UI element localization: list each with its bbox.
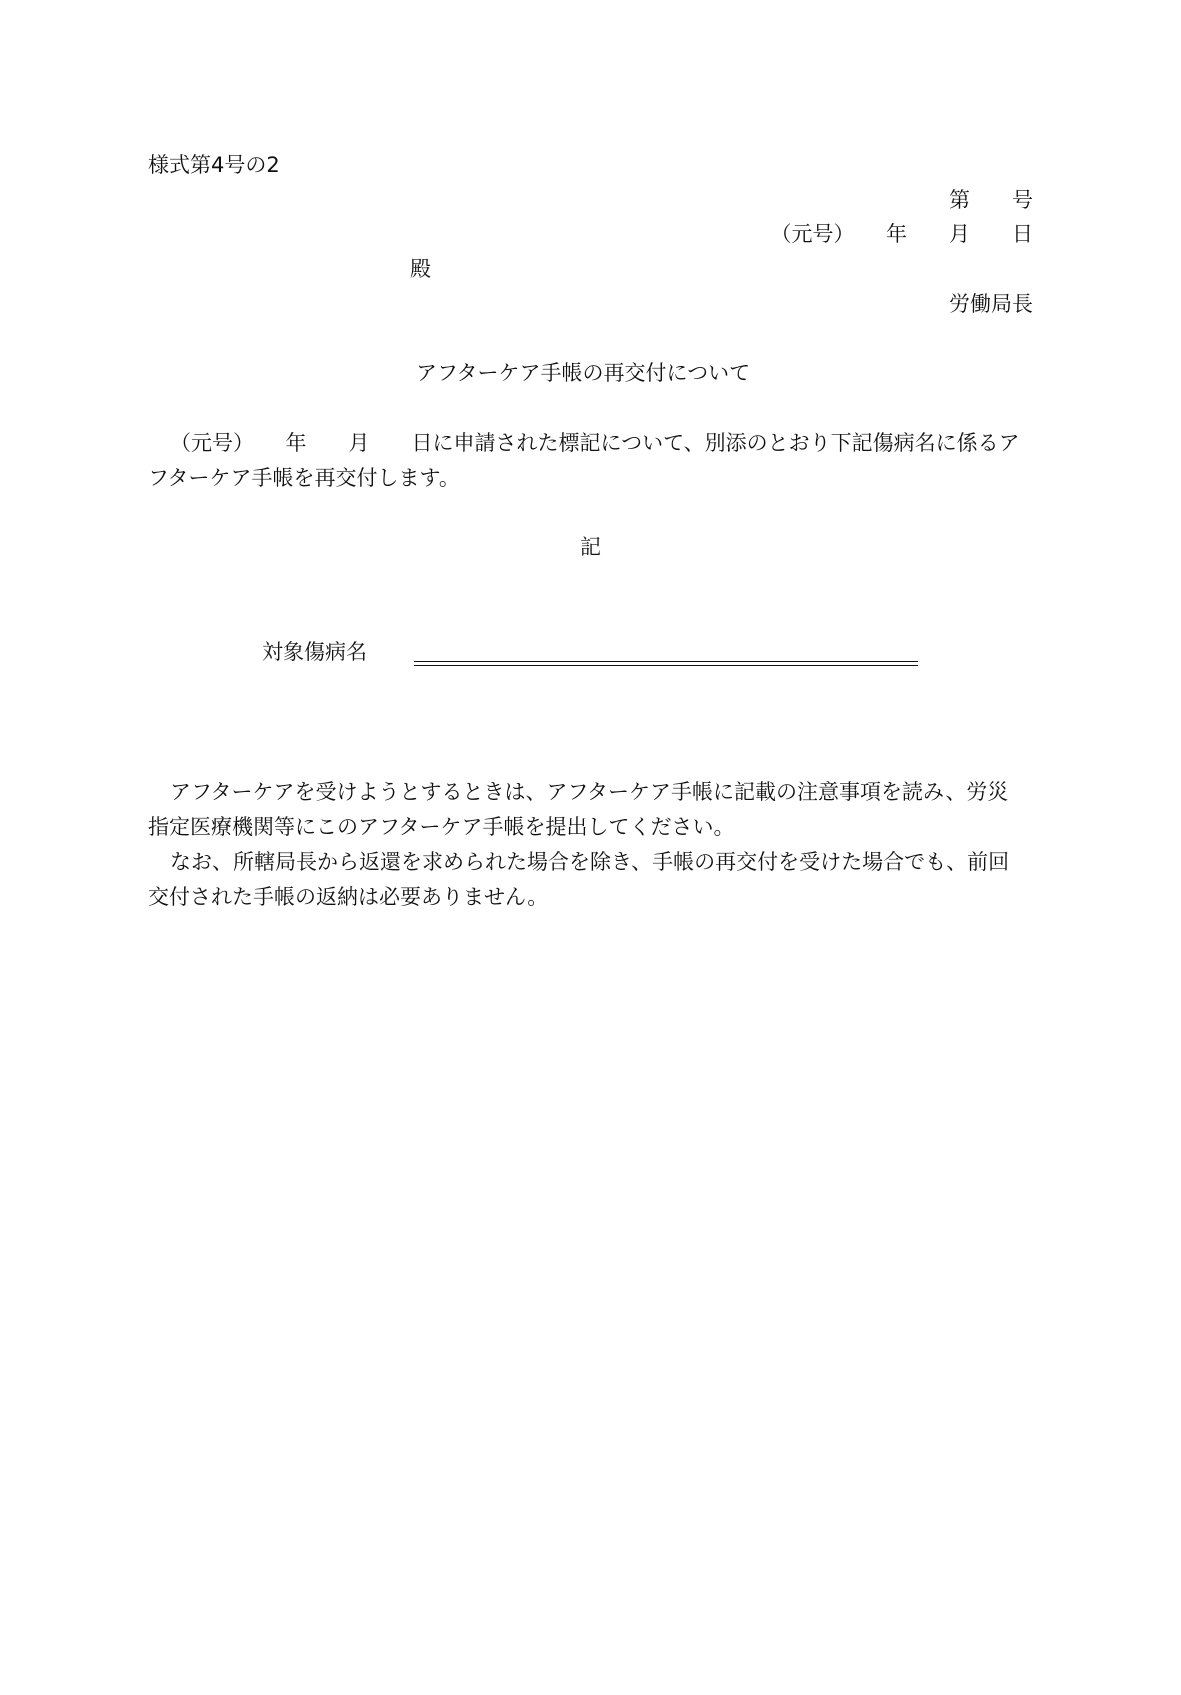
date-line: （元号） 年 月 日: [770, 222, 1033, 246]
document-number: 第 号: [949, 188, 1033, 212]
body-line-1: （元号） 年 月 日に申請された標記について、別添のとおり下記傷病名に係るア: [170, 431, 1020, 455]
page-title: アフターケア手帳の再交付について: [416, 361, 751, 385]
note-line-3: なお、所轄局長から返還を求められた場合を除き、手帳の再交付を受けた場合でも、前回: [170, 850, 1010, 874]
target-disease-label: 対象傷病名: [262, 640, 367, 664]
note-line-4: 交付された手帳の返納は必要ありません。: [148, 885, 549, 909]
sender: 労働局長: [949, 292, 1033, 316]
ki-heading: 記: [580, 535, 601, 559]
target-disease-field: [414, 661, 918, 666]
note-line-2: 指定医療機関等にこのアフターケア手帳を提出してください。: [148, 815, 735, 839]
form-number: 様式第4号の2: [148, 153, 280, 177]
addressee-suffix: 殿: [410, 257, 431, 281]
note-line-1: アフターケアを受けようとするときは、アフターケア手帳に記載の注意事項を読み、労災: [170, 780, 1009, 804]
body-line-2: フターケア手帳を再交付します。: [148, 466, 460, 490]
